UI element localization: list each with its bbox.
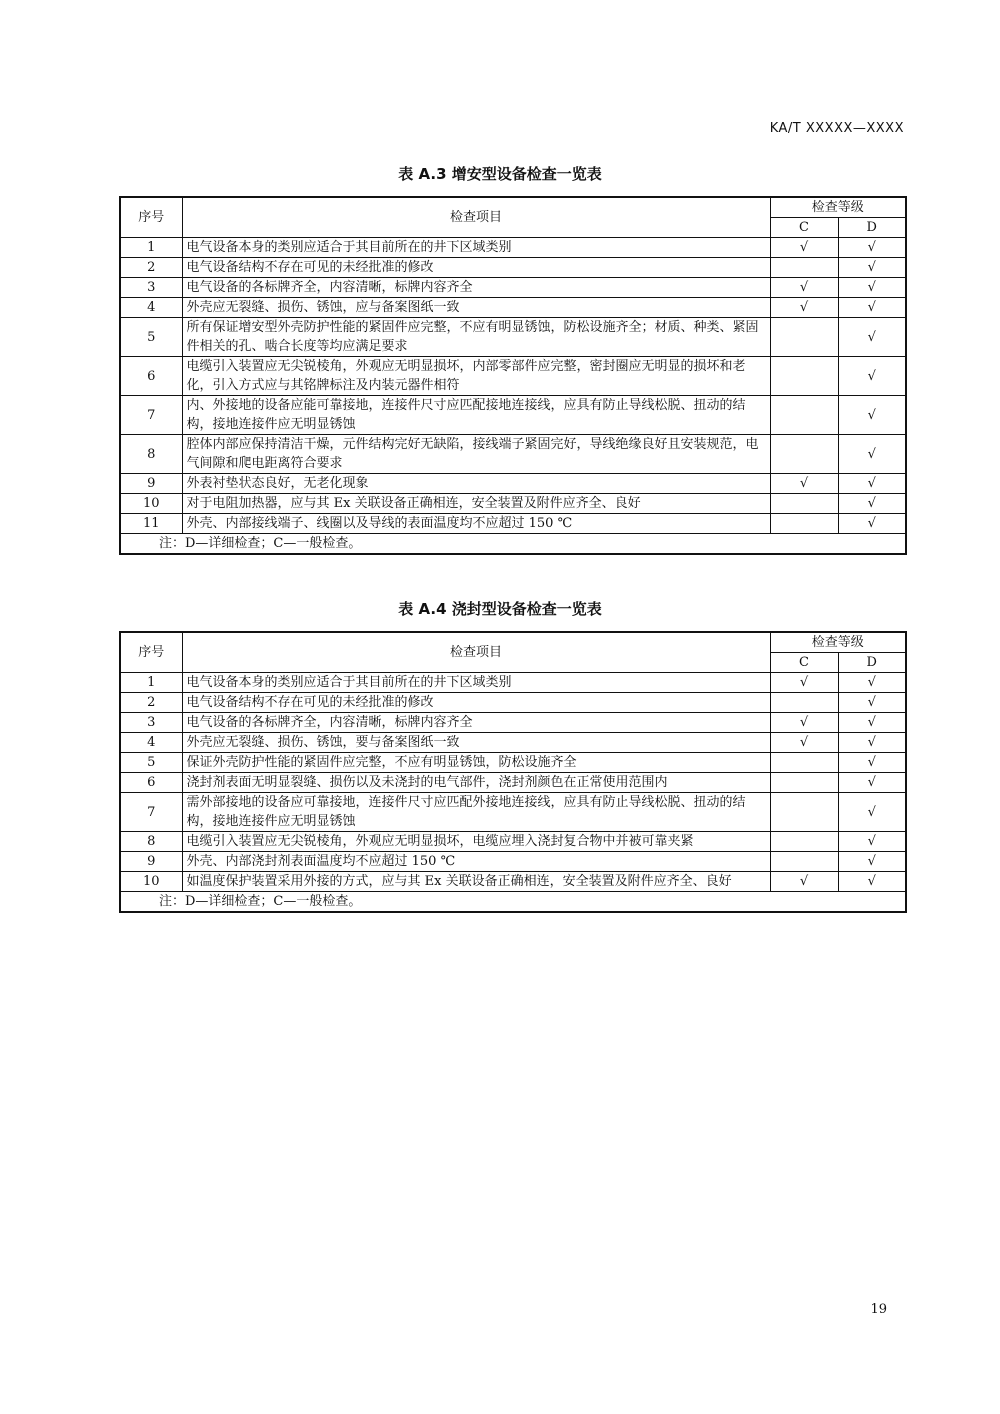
- row-check-d: √: [838, 494, 906, 514]
- row-item: 电缆引入装置应无尖锐棱角，外观应无明显损坏，电缆应埋入浇封复合物中并被可靠夹紧: [182, 832, 770, 852]
- row-check-d: √: [838, 793, 906, 832]
- row-seq: 4: [120, 733, 182, 753]
- row-check-c: √: [770, 474, 838, 494]
- row-seq: 5: [120, 753, 182, 773]
- table-row: [120, 693, 906, 713]
- row-seq: 9: [120, 852, 182, 872]
- row-check-c: √: [770, 278, 838, 298]
- row-seq: 2: [120, 693, 182, 713]
- row-check-d: √: [838, 872, 906, 892]
- row-check-d: √: [838, 773, 906, 793]
- table-row: [120, 832, 906, 852]
- table-a4-body: [120, 673, 906, 892]
- table-row: [120, 713, 906, 733]
- row-seq: 1: [120, 673, 182, 693]
- table-row: [120, 852, 906, 872]
- row-item: 电气设备结构不存在可见的未经批准的修改: [182, 693, 770, 713]
- table-row: [120, 514, 906, 534]
- table-row: [120, 396, 906, 435]
- row-item: 电气设备本身的类别应适合于其目前所在的井下区域类别: [182, 238, 770, 258]
- row-item: 需外部接地的设备应可靠接地，连接件尺寸应匹配外接地连接线，应具有防止导线松脱、扭动的结构，接地连接件应无明显锈蚀: [182, 793, 770, 832]
- row-check-c: [770, 832, 838, 852]
- row-check-d: √: [838, 298, 906, 318]
- table-row: [120, 278, 906, 298]
- row-check-c: [770, 793, 838, 832]
- table-row: [120, 238, 906, 258]
- table-row: [120, 733, 906, 753]
- header-grade-c: C: [770, 653, 838, 673]
- row-seq: 10: [120, 872, 182, 892]
- row-seq: 4: [120, 298, 182, 318]
- table-row: [120, 318, 906, 357]
- row-item: 外壳、内部浇封剂表面温度均不应超过 150 ℃: [182, 852, 770, 872]
- table-note: 注：D—详细检查；C—一般检查。: [120, 534, 906, 555]
- table-row: [120, 357, 906, 396]
- row-item: 外表衬垫状态良好，无老化现象: [182, 474, 770, 494]
- row-item: 对于电阻加热器，应与其 Ex 关联设备正确相连，安全装置及附件应齐全、良好: [182, 494, 770, 514]
- header-item: 检查项目: [182, 632, 770, 673]
- row-check-c: [770, 435, 838, 474]
- row-check-c: [770, 693, 838, 713]
- row-check-d: √: [838, 753, 906, 773]
- row-check-d: √: [838, 713, 906, 733]
- row-check-c: [770, 852, 838, 872]
- row-item: 电气设备结构不存在可见的未经批准的修改: [182, 258, 770, 278]
- header-seq: 序号: [120, 632, 182, 673]
- row-check-c: [770, 514, 838, 534]
- row-check-c: √: [770, 673, 838, 693]
- header-grade-d: D: [838, 218, 906, 238]
- row-check-c: [770, 773, 838, 793]
- row-check-d: √: [838, 733, 906, 753]
- table-row: [120, 474, 906, 494]
- row-item: 外壳应无裂缝、损伤、锈蚀，要与备案图纸一致: [182, 733, 770, 753]
- row-check-d: √: [838, 357, 906, 396]
- row-seq: 8: [120, 435, 182, 474]
- row-item: 外壳应无裂缝、损伤、锈蚀，应与备案图纸一致: [182, 298, 770, 318]
- row-seq: 7: [120, 793, 182, 832]
- row-check-d: √: [838, 258, 906, 278]
- table-row: [120, 494, 906, 514]
- table-row: [120, 258, 906, 278]
- row-check-c: [770, 396, 838, 435]
- row-check-d: √: [838, 693, 906, 713]
- table-row: [120, 793, 906, 832]
- row-seq: 7: [120, 396, 182, 435]
- row-check-d: √: [838, 318, 906, 357]
- table-a4-title: 表 A.4 浇封型设备检查一览表: [398, 600, 602, 618]
- header-grade-c: C: [770, 218, 838, 238]
- row-seq: 5: [120, 318, 182, 357]
- row-item: 外壳、内部接线端子、线圈以及导线的表面温度均不应超过 150 ℃: [182, 514, 770, 534]
- table-note: 注：D—详细检查；C—一般检查。: [120, 892, 906, 913]
- row-check-c: [770, 357, 838, 396]
- table-row: [120, 753, 906, 773]
- header-seq: 序号: [120, 197, 182, 238]
- table-row: [120, 673, 906, 693]
- row-check-c: [770, 318, 838, 357]
- row-seq: 9: [120, 474, 182, 494]
- row-check-d: √: [838, 832, 906, 852]
- table-row: [120, 773, 906, 793]
- row-seq: 2: [120, 258, 182, 278]
- row-seq: 1: [120, 238, 182, 258]
- row-seq: 8: [120, 832, 182, 852]
- row-check-c: [770, 494, 838, 514]
- row-check-c: √: [770, 238, 838, 258]
- row-item: 如温度保护装置采用外接的方式，应与其 Ex 关联设备正确相连，安全装置及附件应齐全、良好: [182, 872, 770, 892]
- row-check-d: √: [838, 278, 906, 298]
- row-check-d: √: [838, 852, 906, 872]
- row-seq: 6: [120, 357, 182, 396]
- row-check-d: √: [838, 435, 906, 474]
- header-grade: 检查等级: [770, 197, 906, 218]
- row-check-d: √: [838, 238, 906, 258]
- row-check-c: √: [770, 713, 838, 733]
- row-check-d: √: [838, 396, 906, 435]
- row-item: 电缆引入装置应无尖锐棱角，外观应无明显损坏，内部零部件应完整，密封圈应无明显的损坏和老化，引入方式应与其铭牌标注及内装元器件相符: [182, 357, 770, 396]
- row-item: 电气设备本身的类别应适合于其目前所在的井下区域类别: [182, 673, 770, 693]
- row-check-d: √: [838, 673, 906, 693]
- row-seq: 6: [120, 773, 182, 793]
- row-item: 保证外壳防护性能的紧固件应完整，不应有明显锈蚀，防松设施齐全: [182, 753, 770, 773]
- row-seq: 3: [120, 713, 182, 733]
- row-check-c: [770, 258, 838, 278]
- row-item: 所有保证增安型外壳防护性能的紧固件应完整，不应有明显锈蚀，防松设施齐全；材质、种类、紧固件相关的孔、啮合长度等均应满足要求: [182, 318, 770, 357]
- header-grade: 检查等级: [770, 632, 906, 653]
- row-check-d: √: [838, 514, 906, 534]
- table-a3-title: 表 A.3 增安型设备检查一览表: [398, 165, 602, 183]
- row-item: 内、外接地的设备应能可靠接地，连接件尺寸应匹配接地连接线，应具有防止导线松脱、扭动的结构，接地连接件应无明显锈蚀: [182, 396, 770, 435]
- table-a4: [119, 631, 907, 913]
- row-seq: 10: [120, 494, 182, 514]
- header-item: 检查项目: [182, 197, 770, 238]
- header-grade-d: D: [838, 653, 906, 673]
- row-item: 浇封剂表面无明显裂缝、损伤以及未浇封的电气部件，浇封剂颜色在正常使用范围内: [182, 773, 770, 793]
- table-row: [120, 435, 906, 474]
- row-item: 腔体内部应保持清洁干燥，元件结构完好无缺陷，接线端子紧固完好，导线绝缘良好且安装规范，电气间隙和爬电距离符合要求: [182, 435, 770, 474]
- row-check-d: √: [838, 474, 906, 494]
- row-check-c: [770, 753, 838, 773]
- table-a3: [119, 196, 907, 555]
- document-code: KA/T XXXXX—XXXX: [769, 121, 904, 136]
- row-check-c: √: [770, 733, 838, 753]
- row-seq: 3: [120, 278, 182, 298]
- row-check-c: √: [770, 872, 838, 892]
- page-number: 19: [870, 1302, 887, 1317]
- table-row: [120, 298, 906, 318]
- row-item: 电气设备的各标牌齐全，内容清晰，标牌内容齐全: [182, 713, 770, 733]
- table-a3-body: [120, 238, 906, 534]
- row-item: 电气设备的各标牌齐全，内容清晰，标牌内容齐全: [182, 278, 770, 298]
- table-row: [120, 872, 906, 892]
- row-seq: 11: [120, 514, 182, 534]
- row-check-c: √: [770, 298, 838, 318]
